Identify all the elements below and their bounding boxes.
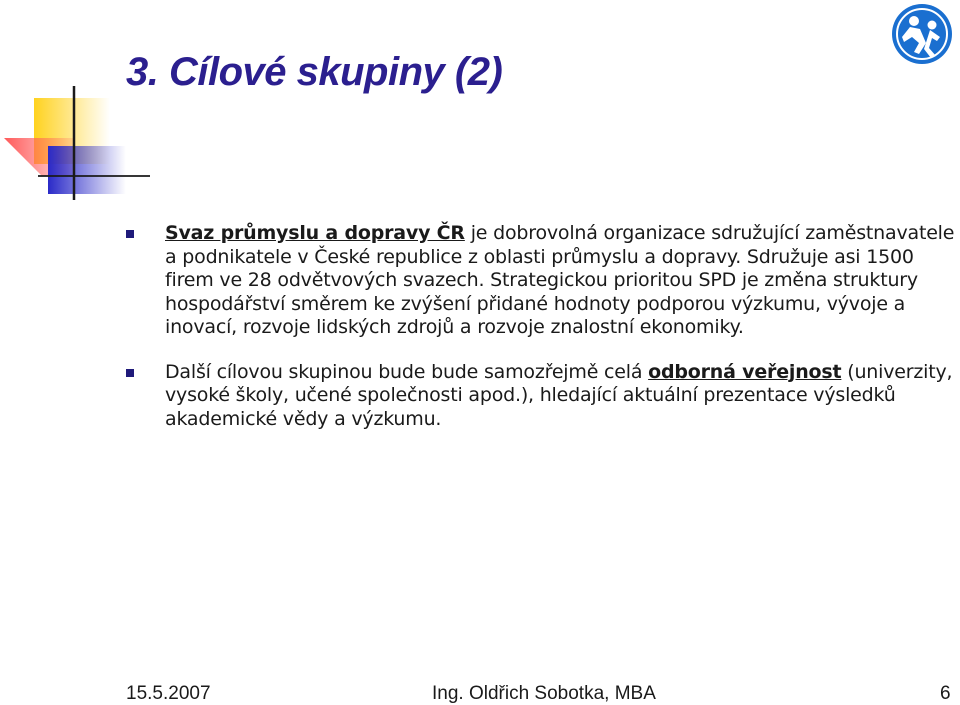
judo-figures-logo-icon	[890, 2, 954, 66]
organization-term-link[interactable]: Svaz průmyslu a dopravy ČR	[165, 222, 465, 244]
bullet-square-icon	[126, 369, 134, 377]
footer-date: 15.5.2007	[126, 683, 211, 704]
page-number: 6	[940, 683, 951, 704]
bullet-list	[126, 222, 956, 431]
bullet-text-after: (univerzity, vysoké školy, učené společnosti apod.), hledající aktuální prezentace výsledků akademické vědy a výzkumu.	[165, 360, 953, 430]
bullet-square-icon	[126, 230, 134, 238]
bullet-text-before: Další cílovou skupinou bude bude samozřejmě celá	[165, 360, 649, 383]
professional-public-term: odborná veřejnost	[648, 360, 842, 383]
bullet-item-public	[126, 361, 956, 432]
bullet-text: je dobrovolná organizace sdružující zaměstnavatele a podnikatele v České republice z oblasti průmyslu a dopravy. Sdružuje asi 1500 firem ve 28 odvětvových svazech. Strategickou prioritou SPD je změna struktury hospodářství směrem ke zvýšení přidané hodnoty podporou výzkumu, vývoje a inovací, rozvoje lidských zdrojů a rozvoje znalostní ekonomiky.	[165, 222, 955, 338]
bullet-item-spd	[126, 222, 956, 340]
slide-title: 3. Cílové skupiny (2)	[126, 50, 503, 94]
decorative-squares	[0, 0, 160, 210]
footer-author: Ing. Oldřich Sobotka, MBA	[432, 683, 656, 704]
